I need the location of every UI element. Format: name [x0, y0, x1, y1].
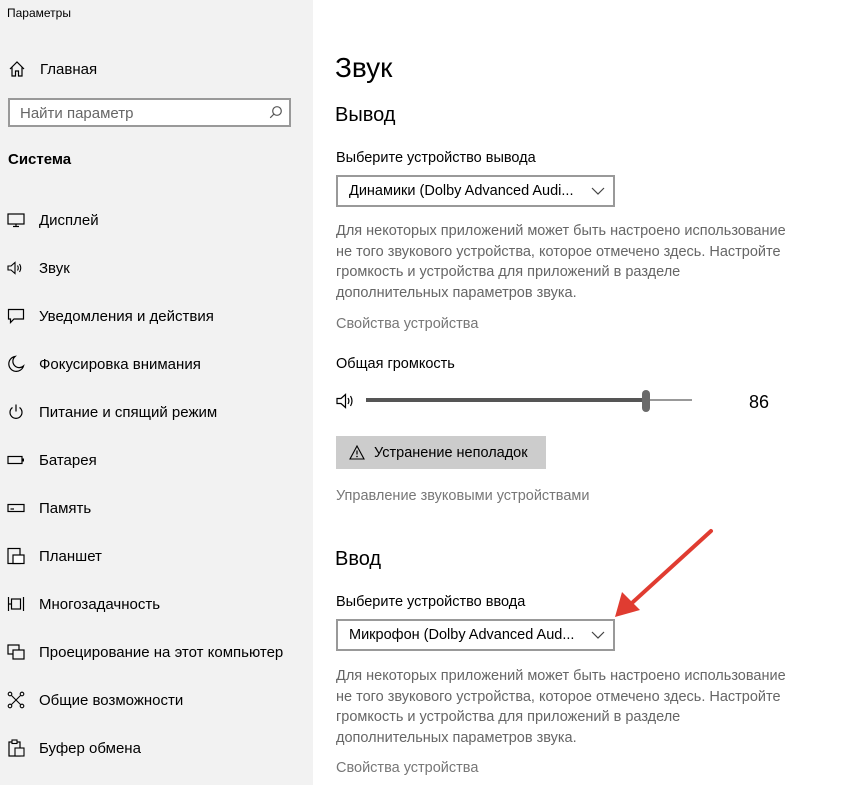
input-device-value: Микрофон (Dolby Advanced Aud...: [349, 627, 575, 643]
input-properties-link[interactable]: Свойства устройства: [336, 760, 479, 776]
battery-icon: [6, 454, 26, 466]
sidebar-item-label: Многозадачность: [39, 595, 161, 613]
notification-icon: [6, 308, 26, 324]
volume-label: Общая громкость: [336, 356, 455, 372]
input-description: Для некоторых приложений может быть настроено использование не того звукового устройства, которое отмечено здесь. Настройте громкость и устройства для приложений в разделе дополнительных параметров звука.: [336, 668, 786, 746]
output-properties-link[interactable]: Свойства устройства: [336, 316, 479, 332]
sidebar-item-label: Батарея: [39, 451, 97, 469]
page-title: Звук: [335, 52, 393, 83]
troubleshoot-button[interactable]: [336, 436, 546, 469]
manage-devices-link[interactable]: Управление звуковыми устройствами: [336, 488, 590, 504]
output-device-value: Динамики (Dolby Advanced Audi...: [349, 183, 574, 199]
projecting-icon: [6, 643, 26, 661]
sidebar-item-label: Память: [39, 499, 92, 517]
sidebar-item-battery[interactable]: [0, 440, 313, 480]
search-input[interactable]: [8, 98, 291, 127]
output-description: Для некоторых приложений может быть настроено использование не того звукового устройства, которое отмечено здесь. Настройте громкость и устройства для приложений в разделе дополнительных параметров звука.: [336, 223, 786, 301]
sidebar-item-label: Буфер обмена: [39, 739, 141, 757]
chevron-down-icon: [591, 186, 605, 196]
sidebar-item-label: Питание и спящий режим: [39, 403, 218, 421]
sidebar-item-label: Дисплей: [39, 211, 99, 229]
sidebar: [0, 0, 313, 785]
sidebar-item-label: Планшет: [39, 547, 102, 565]
search-icon[interactable]: [269, 105, 283, 119]
warning-icon: [349, 445, 365, 460]
sidebar-item-shared-experiences[interactable]: [0, 680, 313, 720]
output-heading: Вывод: [335, 104, 396, 126]
sidebar-item-projecting[interactable]: [0, 632, 313, 672]
sidebar-item-clipboard[interactable]: [0, 728, 313, 768]
chevron-down-icon: [591, 630, 605, 640]
input-device-select[interactable]: [336, 619, 615, 651]
sidebar-item-storage[interactable]: [0, 488, 313, 528]
output-device-select[interactable]: [336, 175, 615, 207]
window-title: Параметры: [7, 6, 71, 20]
power-icon: [6, 403, 26, 421]
sidebar-item-notifications[interactable]: [0, 296, 313, 336]
troubleshoot-label: Устранение неполадок: [374, 444, 528, 461]
speaker-icon: [6, 260, 26, 276]
volume-slider-row: [336, 390, 796, 416]
clipboard-icon: [6, 739, 26, 757]
volume-slider-fill: [366, 398, 642, 402]
input-heading: Ввод: [335, 548, 382, 570]
sidebar-item-label: Уведомления и действия: [39, 307, 214, 325]
sidebar-item-display[interactable]: [0, 200, 313, 240]
display-icon: [6, 212, 26, 228]
sidebar-item-tablet[interactable]: [0, 536, 313, 576]
sidebar-item-multitasking[interactable]: [0, 584, 313, 624]
volume-slider-thumb[interactable]: [642, 390, 650, 412]
tablet-icon: [6, 547, 26, 565]
main-content: [313, 0, 864, 785]
home-icon: [8, 60, 26, 78]
input-select-label: Выберите устройство ввода: [336, 594, 526, 610]
shared-experiences-icon: [6, 691, 26, 709]
sidebar-item-label: Звук: [39, 259, 70, 277]
volume-value: 86: [749, 392, 770, 412]
sidebar-item-sound[interactable]: [0, 248, 313, 288]
sidebar-item-focus-assist[interactable]: [0, 344, 313, 384]
sidebar-item-label: Общие возможности: [39, 691, 184, 709]
storage-icon: [6, 502, 26, 514]
multitasking-icon: [6, 595, 26, 613]
home-label: Главная: [40, 60, 98, 78]
sidebar-item-power[interactable]: [0, 392, 313, 432]
sidebar-item-label: Фокусировка внимания: [39, 355, 201, 373]
home-nav-item[interactable]: [8, 58, 97, 80]
search-placeholder: Найти параметр: [20, 105, 134, 122]
output-select-label: Выберите устройство вывода: [336, 150, 536, 166]
speaker-icon[interactable]: [336, 392, 358, 410]
moon-icon: [6, 355, 26, 373]
sidebar-item-label: Проецирование на этот компьютер: [39, 643, 284, 661]
section-title: Система: [8, 151, 72, 168]
